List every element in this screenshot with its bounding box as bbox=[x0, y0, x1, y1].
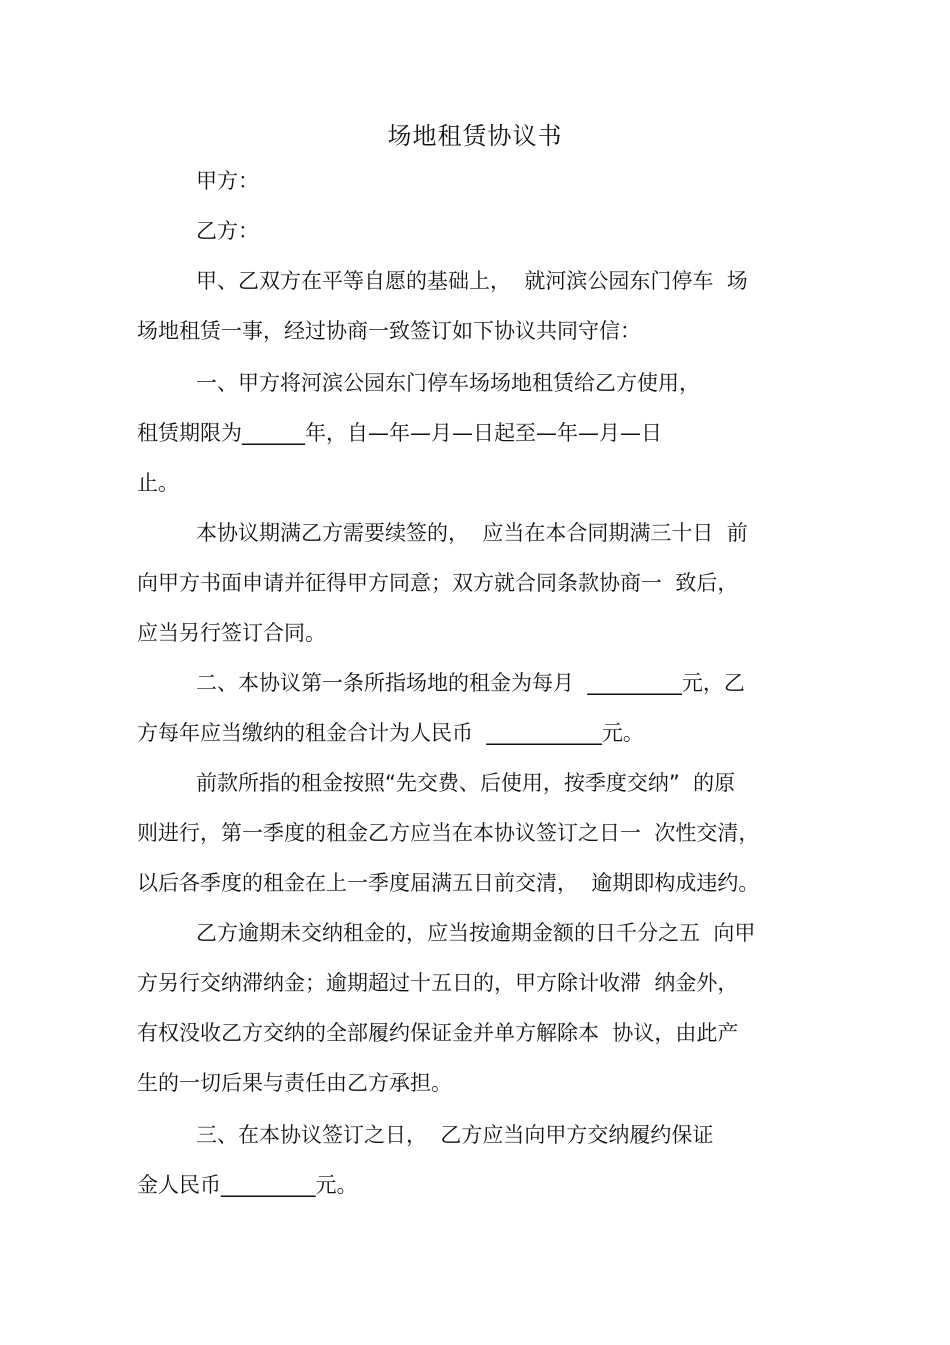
text-line: 本协议期满乙方需要续签的， 应当在本合同期满三十日 前 bbox=[196, 521, 748, 545]
text-line: 一、甲方将河滨公园东门停车场场地租赁给乙方使用， bbox=[196, 371, 700, 395]
text-line: 止。 bbox=[137, 471, 179, 495]
text-line: 前款所指的租金按照“先交费、后使用，按季度交纳” 的原 bbox=[196, 771, 736, 795]
text-line: 乙方逾期未交纳租金的，应当按逾期金额的日千分之五 向甲 bbox=[196, 921, 756, 945]
party-b-label: 乙方： bbox=[196, 219, 259, 243]
text-line: 有权没收乙方交纳的全部履约保证金并单方解除本 协议，由此产 bbox=[137, 1021, 739, 1045]
text-line: 则进行，第一季度的租金乙方应当在本协议签订之日一 次性交清， bbox=[137, 821, 760, 845]
text-line: 方每年应当缴纳的租金合计为人民币 ___________元。 bbox=[137, 721, 644, 745]
text-line: 应当另行签订合同。 bbox=[137, 621, 326, 645]
text-line: 以后各季度的租金在上一季度届满五日前交清， 逾期即构成违约。 bbox=[137, 871, 760, 895]
text-line: 生的一切后果与责任由乙方承担。 bbox=[137, 1071, 452, 1095]
text-line: 甲、乙双方在平等自愿的基础上， 就河滨公园东门停车 场 bbox=[196, 269, 748, 293]
party-a-label: 甲方： bbox=[196, 169, 259, 193]
text-line: 租赁期限为______年，自—年—月—日起至—年—月—日 bbox=[137, 421, 662, 445]
text-line: 二、本协议第一条所指场地的租金为每月 _________元，乙 bbox=[196, 671, 745, 695]
text-line: 向甲方书面申请并征得甲方同意；双方就合同条款协商一 致后， bbox=[137, 571, 739, 595]
text-line: 三、在本协议签订之日， 乙方应当向甲方交纳履约保证 bbox=[196, 1123, 714, 1147]
document-title: 场地租赁协议书 bbox=[387, 122, 563, 150]
text-line: 方另行交纳滞纳金；逾期超过十五日的，甲方除计收滞 纳金外， bbox=[137, 971, 739, 995]
text-line: 场地租赁一事，经过协商一致签订如下协议共同守信： bbox=[137, 319, 641, 343]
text-line: 金人民币_________元。 bbox=[137, 1173, 358, 1197]
